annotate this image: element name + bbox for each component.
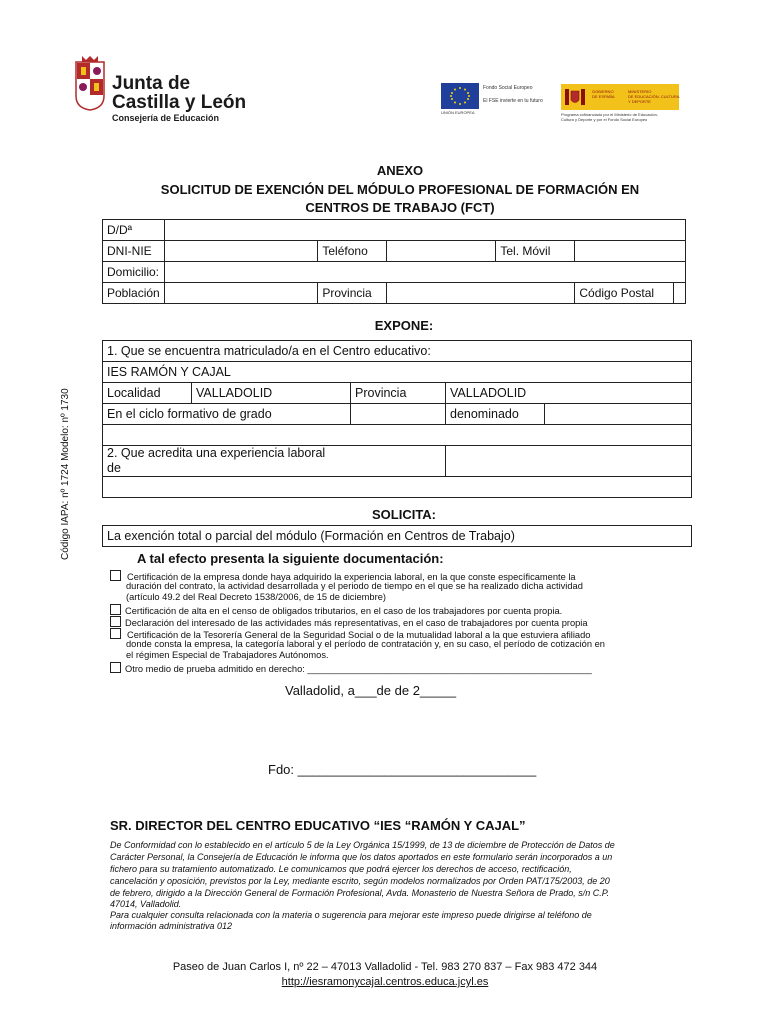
eu-logo-line2: El FSE invierte en tu futuro	[483, 98, 543, 104]
expone-table	[102, 340, 692, 498]
eu-flag-icon	[441, 83, 479, 109]
denominado-label: denominado	[446, 404, 545, 425]
solicita-text: La exención total o parcial del módulo (Formación en Centros de Trabajo)	[103, 526, 692, 547]
dni-field[interactable]	[164, 241, 318, 262]
eu-logo-line3: UNIÓN EUROPEA	[441, 110, 475, 115]
jcyl-logo-line3: Consejería de Educación	[112, 113, 220, 123]
expone-blank-row-2[interactable]	[103, 477, 692, 498]
doc-item-3: Declaración del interesado de las actividades más representativas, en el caso de trabajadores por cuenta propia	[110, 616, 588, 629]
provincia-exp-value[interactable]: VALLADOLID	[446, 383, 692, 404]
form-code-side-text: Código IAPA: nº 1724 Modelo: nº 1730	[60, 388, 71, 560]
footer-address: Paseo de Juan Carlos I, nº 22 – 47013 Valladolid - Tel. 983 270 837 – Fax 983 472 344	[172, 961, 598, 973]
expone-blank-row[interactable]	[103, 425, 692, 446]
anexo-title: ANEXO	[376, 163, 424, 178]
jcyl-logo-line2: Castilla y León	[112, 92, 247, 113]
solicita-table	[102, 525, 692, 547]
provincia-exp-label: Provincia	[351, 383, 446, 404]
ciclo-label: En el ciclo formativo de grado	[103, 404, 351, 425]
eu-logo-line1: Fondo Social Europeo	[483, 85, 533, 91]
poblacion-field[interactable]	[164, 283, 318, 304]
jcyl-logo-line1: Junta de	[112, 73, 191, 94]
legal-line-1: De Conformidad con lo establecido en el artículo 5 de la Ley Orgánica 15/1999, de 13 de diciembre de Protección de Datos de	[110, 840, 615, 850]
legal-line-8: información administrativa 012	[110, 921, 233, 931]
telefono-label: Teléfono	[318, 241, 387, 262]
legal-line-3: fichero para su tratamiento automatizado. Le comunicamos que podrá ejercer los derechos de acceso, rectificación,	[110, 864, 572, 874]
movil-field[interactable]	[575, 241, 686, 262]
legal-line-4: cancelación y oposición, previstos por la Ley, mediante escrito, según modelos normalizados por Orden PAT/175/2003, de 20	[110, 876, 610, 886]
movil-label: Tel. Móvil	[496, 241, 575, 262]
doc-item-4-line3: el régimen Especial de Trabajadores Autónomos.	[126, 650, 329, 660]
legal-line-6: 47014, Valladolid.	[110, 899, 182, 909]
es-logo-col1: GOBIERNO DE ESPAÑA	[592, 89, 615, 99]
doc-item-1-checkbox[interactable]	[110, 570, 121, 581]
doc-item-4-checkbox[interactable]	[110, 628, 121, 639]
cp-field[interactable]	[674, 283, 686, 304]
cp-label: Código Postal	[575, 283, 674, 304]
date-line[interactable]: Valladolid, a___de de 2_____	[285, 683, 457, 698]
expone-point1: 1. Que se encuentra matriculado/a en el Centro educativo:	[103, 341, 692, 362]
dd-label: D/Dª	[103, 220, 165, 241]
personal-data-table	[102, 219, 686, 304]
denominado-field[interactable]	[545, 404, 692, 425]
doc-item-2-checkbox[interactable]	[110, 604, 121, 615]
expone-point2: 2. Que acredita una experiencia laboral de	[103, 446, 446, 477]
doc-item-1: Certificación de la empresa donde haya adquirido la experiencia laboral, en la que conste específicamente la	[110, 570, 576, 583]
telefono-field[interactable]	[387, 241, 496, 262]
doc-item-4: Certificación de la Tesorería General de la Seguridad Social o de la mutualidad laboral a la que estuviera afiliado	[110, 628, 590, 641]
doc-item-3-checkbox[interactable]	[110, 616, 121, 627]
signature-line[interactable]: Fdo: _________________________________	[268, 762, 537, 777]
solicitud-title-line2: CENTROS DE TRABAJO (FCT)	[305, 200, 495, 215]
legal-line-7: Para cualquier consulta relacionada con la materia o sugerencia para mejorar este impreso puede dirigirse al teléfono de	[110, 910, 592, 920]
es-logo-caption: Programa cofinanciado por el Ministerio de Educación, Cultura y Deporte y por el Fondo Social Europeo	[561, 112, 658, 122]
dd-field[interactable]	[164, 220, 685, 241]
footer-url-link[interactable]: http://iesramonycajal.centros.educa.jcyl.es	[281, 976, 489, 988]
expone-title: EXPONE:	[374, 318, 434, 333]
director-heading: SR. DIRECTOR DEL CENTRO EDUCATIVO “IES “RAMÓN Y CAJAL”	[110, 818, 526, 833]
doc-item-5: Otro medio de prueba admitido en derecho: _______________________________________________________	[110, 662, 592, 675]
documentacion-title: A tal efecto presenta la siguiente documentación:	[137, 551, 444, 566]
legal-line-5: de febrero, dirigido a la Dirección General de Formación Profesional, Avda. Monasterio de Nuestra Señora de Prado, s/n C.P.	[110, 888, 610, 898]
provincia-label: Provincia	[318, 283, 387, 304]
solicita-title: SOLICITA:	[371, 507, 437, 522]
doc-item-5-checkbox[interactable]	[110, 662, 121, 673]
ciclo-field[interactable]	[351, 404, 446, 425]
legal-line-2: Carácter Personal, la Consejería de Educación le informa que los datos aportados en este formulario serán incorporados a un	[110, 852, 613, 862]
spain-coat-of-arms-icon	[564, 88, 586, 106]
localidad-label: Localidad	[103, 383, 192, 404]
experiencia-field[interactable]	[446, 446, 692, 477]
solicitud-title-line1: SOLICITUD DE EXENCIÓN DEL MÓDULO PROFESIONAL DE FORMACIÓN EN	[160, 182, 640, 197]
domicilio-field[interactable]	[164, 262, 685, 283]
centro-value[interactable]: IES RAMÓN Y CAJAL	[103, 362, 692, 383]
doc-item-2: Certificación de alta en el censo de obligados tributarios, en el caso de los trabajadores por cuenta propia.	[110, 604, 562, 617]
domicilio-label: Domicilio:	[103, 262, 165, 283]
dni-label: DNI-NIE	[103, 241, 165, 262]
doc-item-4-line2: donde consta la empresa, la categoría laboral y el período de contratación y, en su caso, el período de cotización en	[126, 639, 605, 649]
provincia-field[interactable]	[387, 283, 575, 304]
es-logo-col2: MINISTERIO DE EDUCACIÓN, CULTURA Y DEPORTE	[628, 89, 680, 104]
castilla-leon-coat-of-arms-icon	[72, 56, 108, 112]
doc-item-1-line3: (artículo 49.2 del Real Decreto 1538/2006, de 15 de diciembre)	[126, 592, 386, 602]
doc-item-1-line2: duración del contrato, la actividad desarrollada y el periodo de tiempo en el que se ha realizado dicha actividad	[126, 581, 583, 591]
poblacion-label: Población	[103, 283, 165, 304]
localidad-value[interactable]: VALLADOLID	[192, 383, 351, 404]
